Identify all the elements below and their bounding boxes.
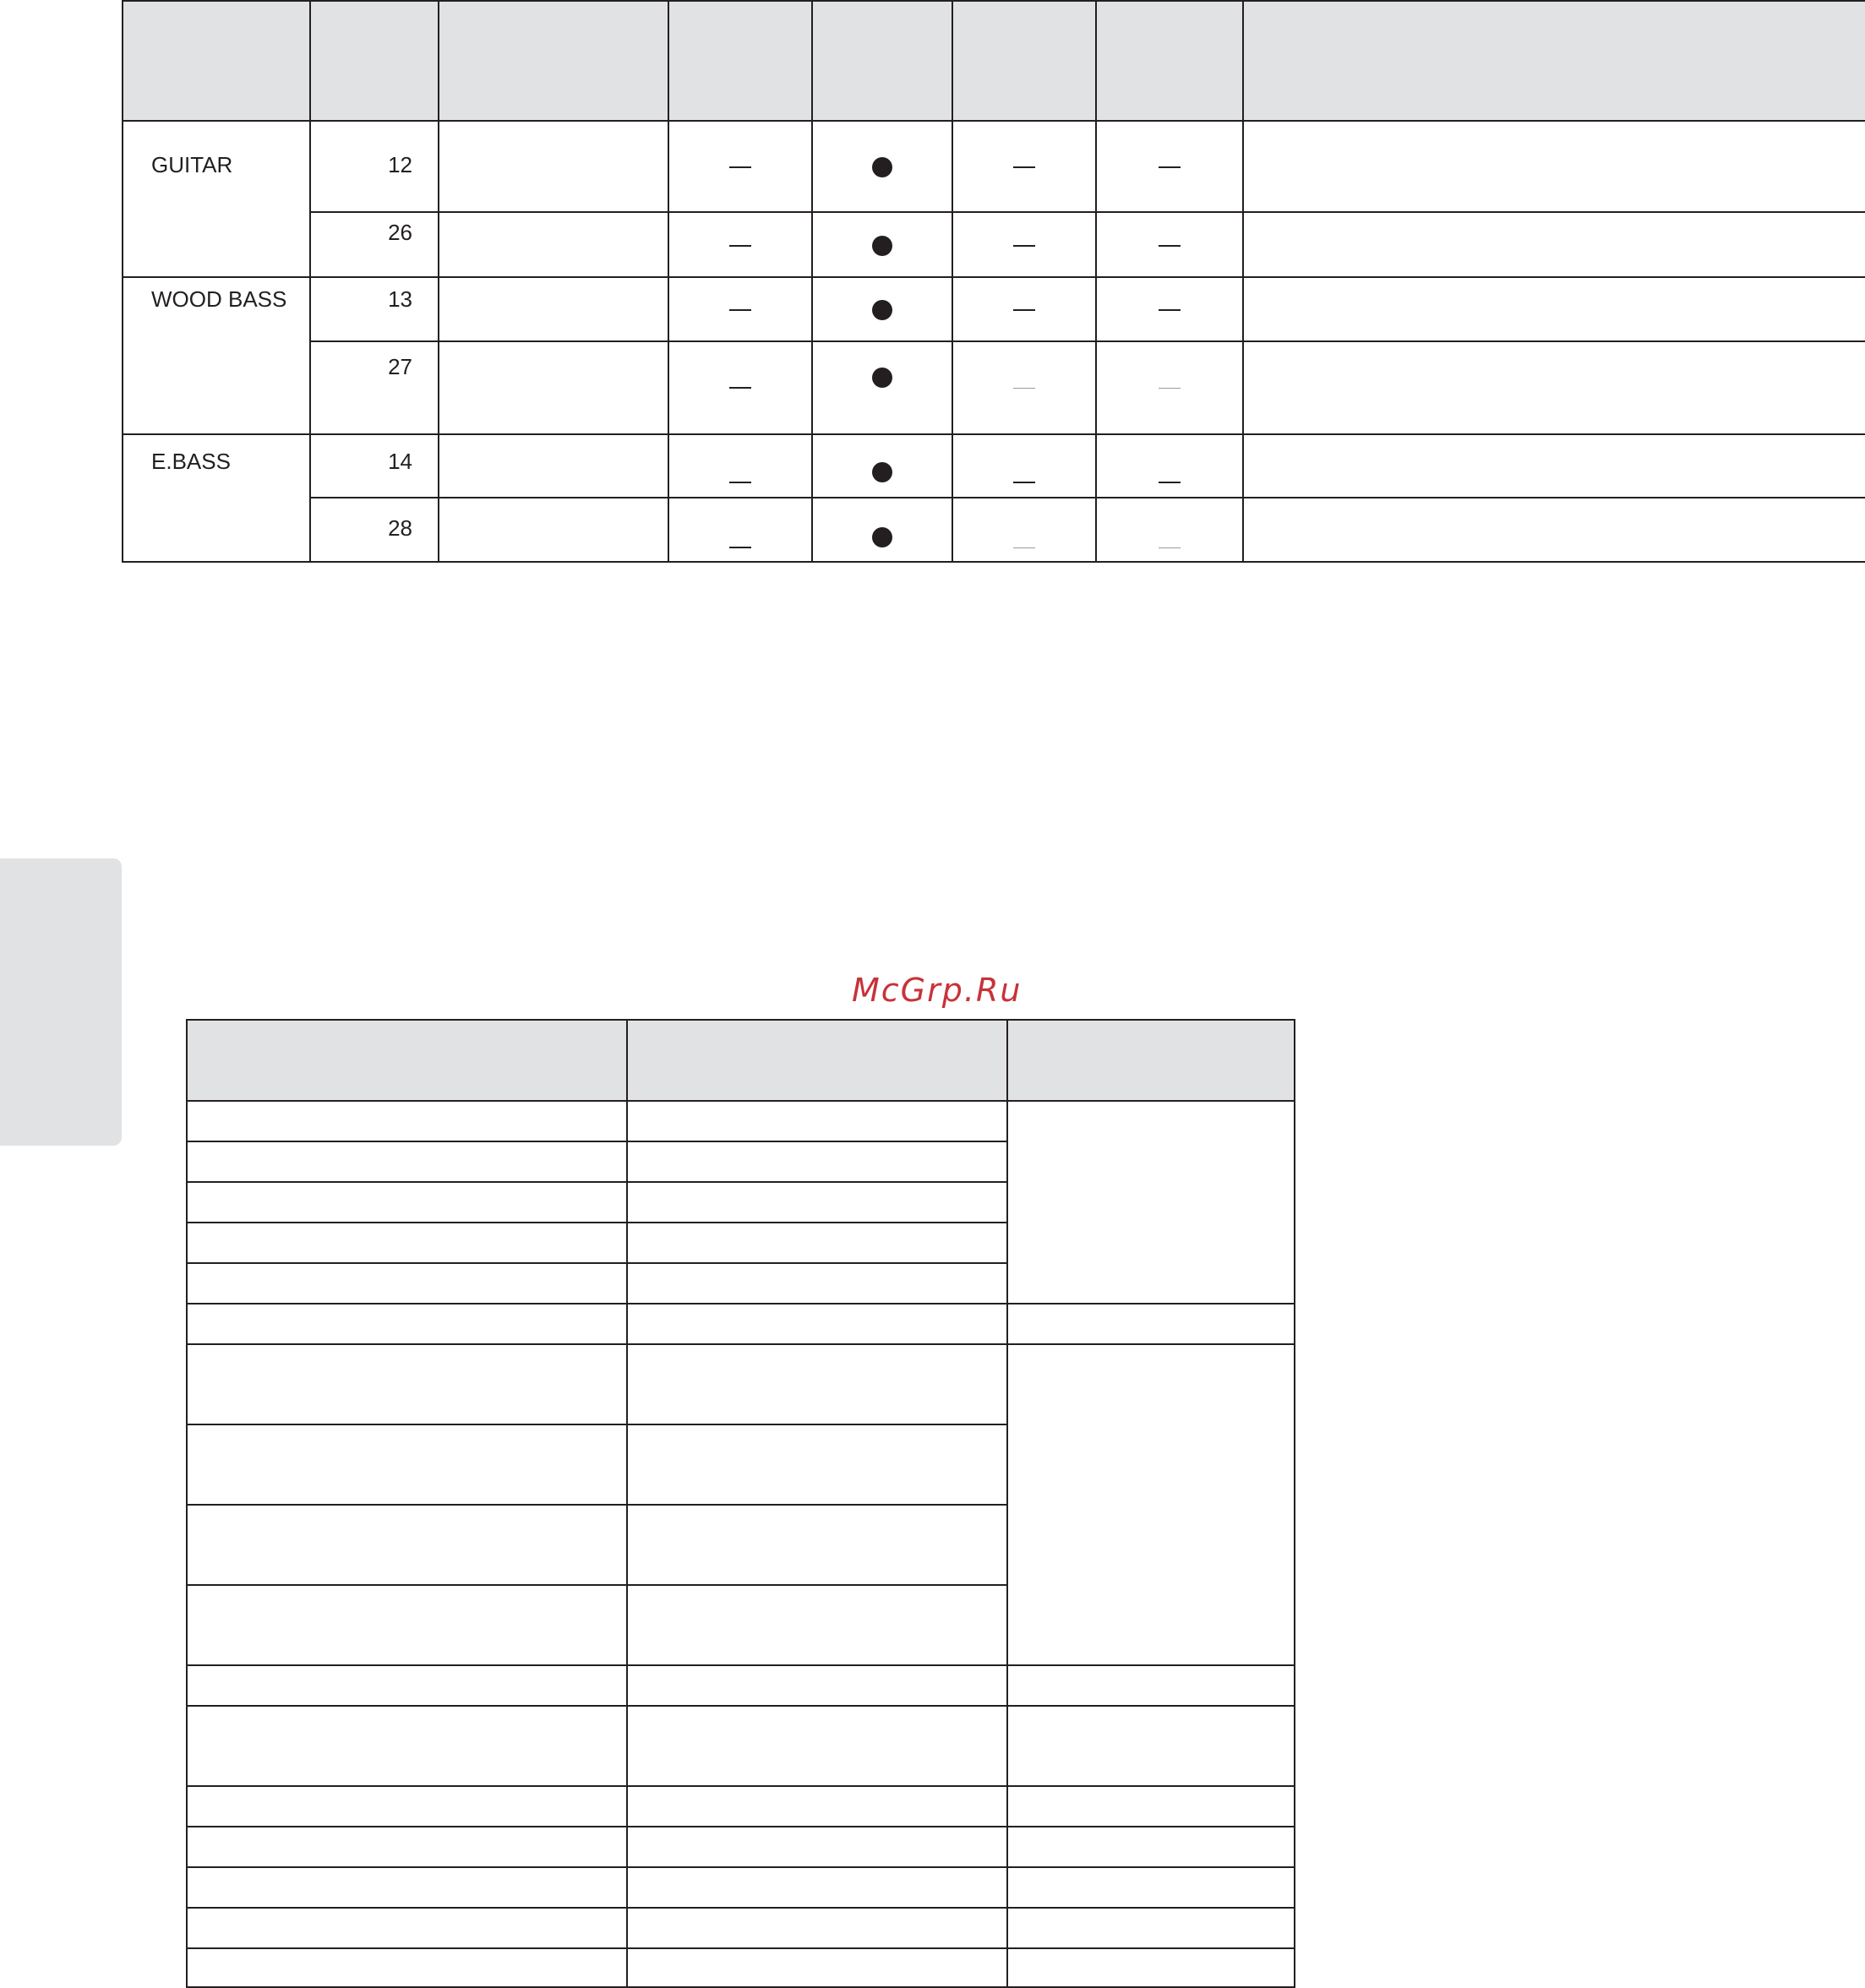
dash-mark [1013, 166, 1035, 168]
table-row [123, 434, 1865, 498]
table-row [123, 498, 1865, 562]
empty-cell [627, 1786, 1007, 1827]
empty-cell [439, 121, 668, 212]
empty-cell [627, 1706, 1007, 1786]
watermark: McGrp.Ru [852, 972, 1022, 1009]
empty-cell [627, 1304, 1007, 1344]
empty-cell [1007, 1706, 1295, 1786]
empty-cell [1007, 1908, 1295, 1948]
empty-cell [187, 1344, 627, 1424]
dash-mark [729, 387, 751, 389]
table-row [187, 1665, 1295, 1706]
dash-mark [729, 309, 751, 311]
dash-mark [729, 166, 751, 168]
dash-mark [1159, 482, 1181, 483]
empty-cell [1007, 1786, 1295, 1827]
header-cell [310, 1, 439, 121]
header-row [123, 1, 1865, 121]
voice-number: 27 [310, 341, 439, 434]
empty-cell [1243, 341, 1865, 434]
header-cell [952, 1, 1096, 121]
empty-cell [187, 1304, 627, 1344]
side-tab [0, 858, 122, 1146]
empty-cell [187, 1505, 627, 1585]
header-cell [187, 1020, 627, 1101]
empty-cell [439, 277, 668, 341]
empty-cell [627, 1141, 1007, 1182]
empty-cell [1243, 121, 1865, 212]
dot-mark [872, 368, 892, 388]
dash-mark [1013, 547, 1035, 548]
empty-cell [1243, 498, 1865, 562]
empty-cell [1007, 1665, 1295, 1706]
dash-mark [1013, 245, 1035, 247]
empty-cell [187, 1182, 627, 1223]
empty-cell [627, 1101, 1007, 1141]
dash-mark [1159, 388, 1181, 389]
group-name: GUITAR [123, 121, 310, 277]
empty-cell [1007, 1101, 1295, 1304]
group-name: WOOD BASS [123, 277, 310, 434]
empty-cell [187, 1141, 627, 1182]
empty-cell [1007, 1344, 1295, 1665]
header-cell [1243, 1, 1865, 121]
dash-mark [1159, 547, 1181, 548]
empty-cell [187, 1223, 627, 1263]
empty-cell [627, 1182, 1007, 1223]
empty-cell [439, 212, 668, 277]
voice-number: 14 [310, 434, 439, 498]
dot-mark [872, 300, 892, 320]
table-row [123, 341, 1865, 434]
dash-mark [729, 245, 751, 247]
dash-mark [1159, 166, 1181, 168]
header-cell [627, 1020, 1007, 1101]
empty-cell [439, 434, 668, 498]
empty-cell [187, 1665, 627, 1706]
table-row [123, 121, 1865, 212]
empty-cell [627, 1505, 1007, 1585]
empty-cell [187, 1706, 627, 1786]
empty-cell [627, 1585, 1007, 1665]
empty-cell [627, 1223, 1007, 1263]
dash-mark [1159, 245, 1181, 247]
dot-mark [872, 527, 892, 547]
header-row [187, 1020, 1295, 1101]
dash-mark [729, 547, 751, 548]
empty-cell [187, 1867, 627, 1908]
dash-mark [1013, 388, 1035, 389]
header-cell [123, 1, 310, 121]
empty-cell [1007, 1304, 1295, 1344]
empty-cell [187, 1827, 627, 1867]
header-cell [1007, 1020, 1295, 1101]
empty-cell [439, 498, 668, 562]
empty-cell [439, 341, 668, 434]
voice-number: 13 [310, 277, 439, 341]
table-row [187, 1867, 1295, 1908]
empty-cell [187, 1101, 627, 1141]
header-cell [1096, 1, 1243, 121]
table-row [187, 1908, 1295, 1948]
empty-cell [627, 1867, 1007, 1908]
dash-mark [729, 482, 751, 483]
dot-mark [872, 462, 892, 482]
empty-cell [187, 1424, 627, 1505]
empty-cell [1007, 1867, 1295, 1908]
header-cell [812, 1, 952, 121]
empty-cell [1243, 434, 1865, 498]
empty-cell [627, 1827, 1007, 1867]
table-row [123, 277, 1865, 341]
empty-cell [627, 1908, 1007, 1948]
header-cell [668, 1, 812, 121]
voice-table [122, 0, 1865, 563]
empty-cell [187, 1585, 627, 1665]
empty-cell [627, 1344, 1007, 1424]
empty-cell [187, 1948, 627, 1987]
voice-number: 28 [310, 498, 439, 562]
voice-number: 12 [310, 121, 439, 212]
table-row [187, 1101, 1295, 1141]
table-row [123, 212, 1865, 277]
dash-mark [1013, 309, 1035, 311]
dot-mark [872, 236, 892, 256]
empty-cell [627, 1665, 1007, 1706]
group-name: E.BASS [123, 434, 310, 562]
table-row [187, 1827, 1295, 1867]
empty-cell [187, 1263, 627, 1304]
table-row [187, 1706, 1295, 1786]
table-row [187, 1786, 1295, 1827]
empty-cell [627, 1424, 1007, 1505]
voice-number: 26 [310, 212, 439, 277]
dot-mark [872, 157, 892, 177]
empty-cell [187, 1908, 627, 1948]
header-cell [439, 1, 668, 121]
empty-cell [1243, 212, 1865, 277]
empty-cell [1007, 1827, 1295, 1867]
empty-cell [187, 1786, 627, 1827]
empty-cell [627, 1263, 1007, 1304]
table-row [187, 1344, 1295, 1424]
empty-cell [627, 1948, 1007, 1987]
empty-cell [1243, 277, 1865, 341]
table-row [187, 1948, 1295, 1987]
settings-table [186, 1019, 1295, 1988]
dash-mark [1159, 309, 1181, 311]
dash-mark [1013, 482, 1035, 483]
table-row [187, 1304, 1295, 1344]
empty-cell [1007, 1948, 1295, 1987]
